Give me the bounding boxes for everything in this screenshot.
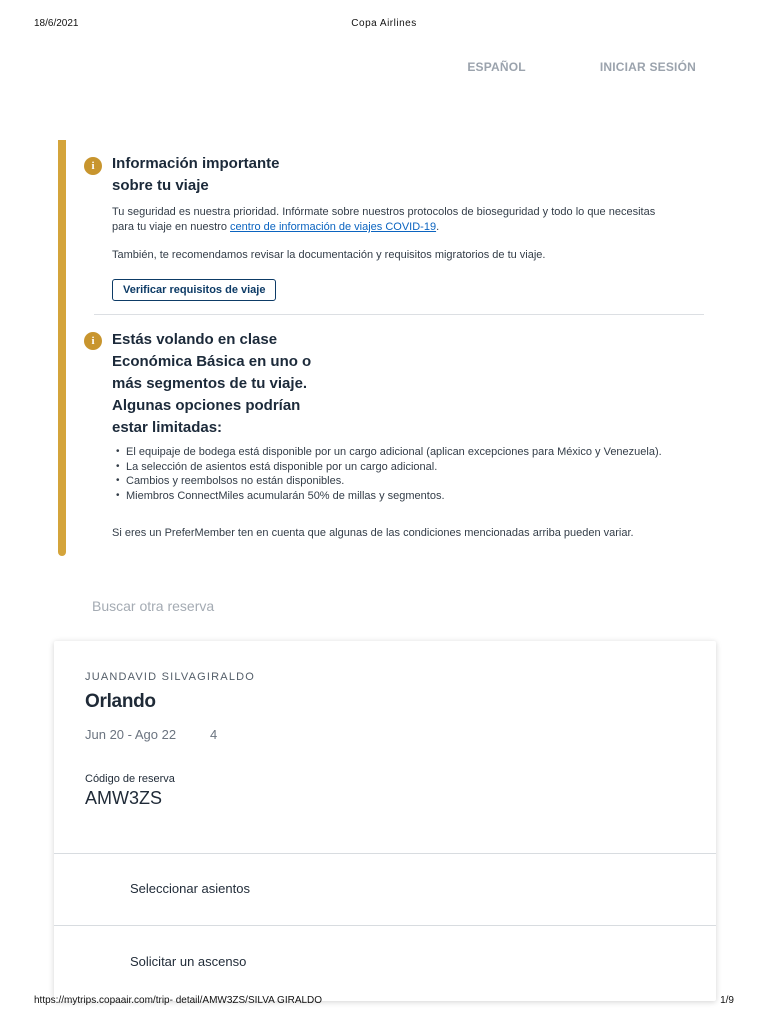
list-item: • Cambios y reembolsos no están disponibles. [112, 474, 692, 489]
alert-text-docs: También, te recomendamos revisar la documentación y requisitos migratorios de tu viaje. [112, 249, 546, 261]
trip-card [54, 641, 716, 1001]
info-icon: i [84, 332, 102, 350]
alert-text [112, 205, 672, 235]
alert-title: Información importante sobre tu viaje [112, 155, 280, 194]
alerts-panel [58, 140, 704, 556]
print-page-number: 1/9 [720, 995, 734, 1006]
verify-requirements-button[interactable]: Verificar requisitos de viaje [112, 279, 276, 301]
destination: Orlando [85, 691, 156, 712]
passenger-name: JUANDAVID SILVAGIRALDO [85, 671, 256, 683]
print-title: Copa Airlines [351, 18, 417, 29]
alert-text-part: Tu seguridad es nuestra prioridad. Infórmate sobre nuestros protocolos de bioseguridad y todo lo que necesitas para tu viaje en nuestro [112, 206, 656, 233]
basic-economy-alert [58, 315, 704, 556]
select-seats-action[interactable]: Seleccionar asientos [130, 881, 250, 896]
print-url: https://mytrips.copaair.com/trip- detail/AMW3ZS/SILVA GIRALDO [34, 995, 323, 1006]
language-link[interactable]: ESPAÑOL [467, 60, 526, 74]
search-other-reservation-link[interactable]: Buscar otra reserva [92, 598, 215, 614]
row-divider [54, 853, 716, 854]
passenger-count: 4 [210, 727, 218, 742]
covid-info-link[interactable]: centro de información de viajes COVID-19 [230, 221, 437, 233]
alert-title: Estás volando en clase Económica Básica en uno o más segmentos de tu viaje. Algunas opciones podrían estar limitadas: [112, 331, 312, 436]
row-divider [54, 925, 716, 926]
travel-info-alert [58, 140, 704, 315]
top-nav [467, 60, 696, 74]
alert-text-part: . [436, 221, 440, 233]
trip-dates: Jun 20 - Ago 22 [85, 727, 177, 742]
reservation-code: AMW3ZS [85, 788, 163, 808]
list-item: • El equipaje de bodega está disponible por un cargo adicional (aplican excepciones para México y Venezuela). [112, 445, 692, 460]
request-upgrade-action[interactable]: Solicitar un ascenso [130, 954, 247, 969]
prefermember-note: Si eres un PreferMember ten en cuenta que algunas de las condiciones mencionadas arriba pueden variar. [112, 527, 634, 539]
info-icon: i [84, 157, 102, 175]
login-link[interactable]: INICIAR SESIÓN [599, 60, 696, 74]
restrictions-list [112, 445, 692, 503]
list-item: • La selección de asientos está disponible por un cargo adicional. [112, 460, 692, 475]
list-item: • Miembros ConnectMiles acumularán 50% de millas y segmentos. [112, 489, 692, 504]
reservation-code-label: Código de reserva [85, 773, 175, 785]
print-date: 18/6/2021 [34, 18, 79, 29]
